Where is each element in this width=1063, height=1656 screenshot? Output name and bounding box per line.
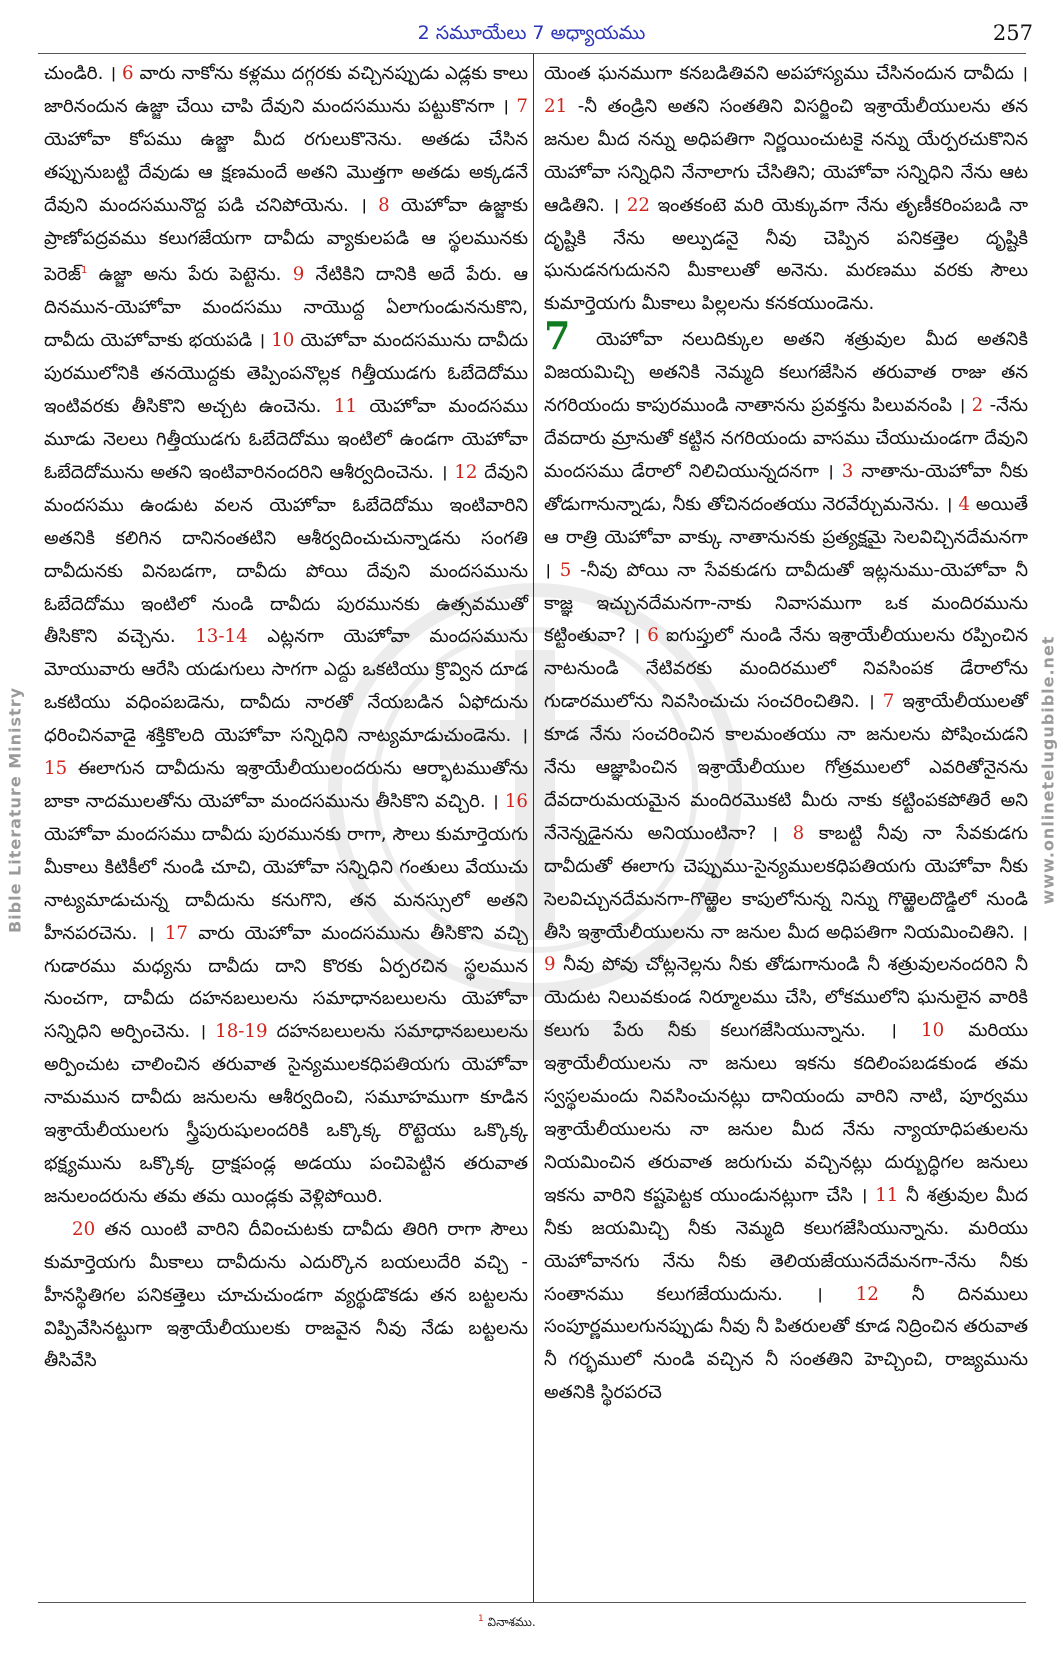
- chapter-number: 7: [544, 313, 571, 359]
- verse-number: 7: [516, 95, 528, 117]
- verse-number: 3: [841, 460, 854, 482]
- verse-number: 12: [855, 1283, 879, 1305]
- verse-text: యెహోవా కోపము ఉజ్జా మీద రగులుకొనెను. అతడు చేసిన తప్పునుబట్టి దేవుడు ఆ క్షణమందే అతని మొత్తగా అతడు అక్కడనే దేవుని మందసమునొద్ద పడి చనిపోయెను. ।: [44, 128, 528, 216]
- verse-text: చుండిరి. ।: [44, 63, 122, 84]
- column-divider: [533, 54, 534, 1602]
- side-text-right: [1035, 635, 1061, 905]
- verse-number: 5: [559, 559, 572, 581]
- left-column: [44, 58, 528, 1378]
- verse-number: 21: [544, 95, 568, 117]
- verse-number: 15: [44, 758, 68, 780]
- verse-number: 12: [454, 461, 478, 483]
- verse-text: దహనబలులను సమాధానబలులను అర్పించుట చాలించిన తరువాత సైన్యములకధిపతియగు యెహోవా నామమున దావీదు జనులను ఆశీర్వదించి, సమూహముగా కూడిన ఇశ్రాయేలీయులగు స్త్రీపురుషులందరికి ఒక్కొక్క రొట్టెయు ఒక్కొక్క భక్ష్యమును ఒక్కొక్క ద్రాక్షపండ్ల అడయు పంచిపెట్టిన తరువాత జనులందరును తమ తమ యిండ్లకు వెళ్లిపోయిరి.: [44, 1021, 529, 1207]
- verse-text: యెహోవా మందసము మూడు నెలలు గిత్తీయుడగు ఓబేదెదోము ఇంటిలో ఉండగా యెహోవా ఓబేదెదోమును అతని ఇంటివారినందరిని ఆశీర్వదించెను. ।: [44, 396, 528, 483]
- paragraph: [44, 1214, 528, 1379]
- verse-number: 11: [875, 1184, 899, 1206]
- verse-text: నీవు పోవు చోట్లనెల్లను నీకు తోడుగానుండి నీ శత్రువులనందరిని నీ యెదుట నిలువకుండ నిర్మూలము చేసి, లోకములోని ఘనులైన వారికి కలుగు పేరు నీకు కలుగజేసియున్నాను. ।: [544, 954, 1028, 1042]
- paragraph: [544, 58, 1028, 321]
- verse-number: 8: [378, 194, 390, 216]
- verse-number: 10: [921, 1020, 945, 1042]
- verse-text: వారు యెహోవా మందసమును తీసికొని వచ్చి గుడారము మధ్యను దావీదు దాని కొరకు ఏర్పరచిన స్థలమున నుంచగా, దావీదు దహనబలులను సమాధానబలులను యెహోవా సన్నిధిని అర్పించెను. ।: [44, 922, 528, 1043]
- verse-number: 8: [792, 822, 805, 844]
- verse-text: యెహోవా మందసమును దావీదు పురములోనికి తనయొద్దకు తెప్పింపనొల్లక గిత్తీయుడగు ఓబేదెదోము ఇంటివరకు తీసికొని అచ్చట ఉంచెను.: [44, 330, 529, 418]
- footnote-marker: 1: [478, 1614, 484, 1624]
- verse-number: 4: [958, 493, 970, 515]
- verse-number: 16: [504, 791, 528, 812]
- verse-text: కాబట్టి నీవు నా సేవకుడగు దావీదుతో ఈలాగు చెప్పుము-సైన్యములకధిపతియగు యెహోవా నీకు సెలవిచ్చునదేమనగా-గొఱ్ఱెల కాపులోనున్న నిన్ను గొఱ్ఱెలదొడ్డిలో నుండి తీసి ఇశ్రాయేలీయులను నా జనుల మీద అధిపతిగా నియమించితిని. ।: [544, 822, 1028, 943]
- verse-text: నీ శత్రువుల మీద నీకు జయమిచ్చి నీకు నెమ్మది కలుగజేసియున్నాను. మరియు యెహోవానగు నేను నీకు తెలియజేయునదేమనగా-నేను నీకు సంతానము కలుగజేయుదును. ।: [544, 1184, 1028, 1305]
- verse-text: ఇంతకంటె మరి యెక్కువగా నేను తృణీకరింపబడి నా దృష్టికి నేను అల్పుడనై నీవు చెప్పిన పనికత్తెల దృష్టికి ఘనుడనగుదునని మీకాలుతో అనెను. మరణము వరకు సౌలు కుమార్తెయగు మీకాలు పిల్లలను కనకయుండెను.: [544, 194, 1028, 315]
- verse-number: 13-14: [195, 626, 248, 648]
- paragraph: [44, 58, 528, 1214]
- footer-rule: [38, 1602, 1026, 1603]
- verse-number: 9: [292, 264, 305, 286]
- verse-text: ఎట్లనగా యెహోవా మందసమును మోయువారు ఆరేసి యడుగులు సాగగా ఎద్దు ఒకటియు క్రొవ్విన దూడ ఒకటియు వధింపబడెను, దావీదు నారతో నేయబడిన ఏఫోదును ధరించినవాడై శక్తికొలది యెహోవా సన్నిధిని నాట్యమాడుచుండెను. ।: [44, 626, 528, 747]
- verse-text: -నీవు పోయి నా సేవకుడగు దావీదుతో ఇట్లనుము-యెహోవా నీ కాజ్ఞ ఇచ్చునదేమనగా-నాకు నివాసముగా ఒక మందిరమును కట్టింతువా? ।: [544, 559, 1028, 647]
- book-chapter-title: 2 సమూయేలు 7 అధ్యాయము: [417, 22, 646, 44]
- footnote-marker: 1: [81, 265, 88, 277]
- ministry-name-label: Bible Literature Ministry: [5, 686, 25, 934]
- verse-text: వారు నాకోను కళ్లము దగ్గరకు వచ్చినప్పుడు ఎడ్లకు కాలు జారినందున ఉజ్జా చేయి చాపి దేవుని మందసమును పట్టుకొనగా ।: [44, 63, 528, 117]
- paragraph: [544, 313, 1029, 1410]
- verse-text: నేటికిని దానికి అదే పేరు. ఆ దినమున-యెహోవా మందసము నాయొద్ద ఏలాగుండుననుకొని, దావీదు యెహోవాకు భయపడి ।: [44, 264, 528, 352]
- verse-number: 20: [72, 1218, 96, 1240]
- website-label: www.onlinetelugubible.net: [1038, 635, 1058, 905]
- verse-text: నీ దినములు సంపూర్ణములగునప్పుడు నీవు నీ పితరులతో కూడ నిద్రించిన తరువాత నీ గర్భములో నుండి వచ్చిన నీ సంతతిని హెచ్చించి, రాజ్యమును అతనికి స్థిరపరచె: [544, 1283, 1028, 1404]
- verse-text: ఇశ్రాయేలీయులతో కూడ నేను సంచరించిన కాలమంతయు నా జనులను పోషించుడని నేను ఆజ్ఞాపించిన ఇశ్రాయేలీయుల గోత్రములలో ఎవరితోనైనను దేవదారుమయమైన మందిరమొకటి మీరు నాకు కట్టింపకపోతిరే అని నేనెన్నడైనను అనియుంటినా? ।: [544, 691, 1029, 844]
- verse-number: 18-19: [215, 1021, 268, 1043]
- page-header: [0, 22, 1063, 52]
- verse-number: 10: [271, 330, 295, 352]
- footnote: [478, 1614, 536, 1632]
- verse-text: నాతాను-యెహోవా నీకు తోడుగానున్నాడు, నీకు తోచినదంతయు నెరవేర్చుమనెను. ।: [544, 460, 1028, 515]
- verse-number: 2: [971, 395, 984, 417]
- verse-text: యెహోవా మందసము దావీదు పురమునకు రాగా, సౌలు కుమార్తెయగు మీకాలు కిటికీలో నుండి చూచి, యెహోవా సన్నిధిని గంతులు వేయుచు నాట్యమాడుచున్న దావీదును కనుగొని, తన మనస్సులో అతని హీనపరచెను. ।: [44, 823, 528, 944]
- verse-text: -నీ తండ్రిని అతని సంతతిని విసర్జించి ఇశ్రాయేలీయులను తన జనుల మీద నన్ను అధిపతిగా నిర్ణయించుటకై నన్ను యేర్పరచుకొనిన యెహోవా సన్నిధిని నేనాలాగు చేసితిని; యెహోవా సన్నిధిని నేను ఆట ఆడితిని. ।: [544, 95, 1028, 216]
- footnote-text: వినాశము.: [483, 1615, 536, 1629]
- verse-number: 11: [333, 396, 358, 418]
- verse-number: 22: [626, 194, 650, 216]
- header-rule: [38, 53, 1026, 54]
- verse-number: 6: [122, 63, 134, 84]
- verse-number: 7: [882, 691, 895, 713]
- verse-text: -నేను దేవదారు మ్రానుతో కట్టిన నగరియందు వాసము చేయుచుండగా దేవుని మందసము డేరాలో నిలిచియున్నదనగా ।: [544, 395, 1028, 482]
- verse-text: ఐగుప్తులో నుండి నేను ఇశ్రాయేలీయులను రప్పించిన నాటనుండి నేటివరకు మందిరములో నివసింపక డేరాలోను గుడారములోను నివసించుచు సంచరించితిని. ।: [544, 625, 1028, 713]
- verse-text: అయితే ఆ రాత్రి యెహోవా వాక్కు నాతానునకు ప్రత్యక్షమై సెలవిచ్చినదేమనగా ।: [544, 493, 1028, 581]
- verse-text: యెహోవా నలుదిక్కుల అతని శత్రువుల మీద అతనికి విజయమిచ్చి అతనికి నెమ్మది కలుగజేసిన తరువాత రాజు తన నగరియందు కాపురముండి నాతానను ప్రవక్తను పిలువనంపి ।: [544, 329, 1028, 417]
- verse-number: 17: [164, 922, 188, 944]
- right-column: [544, 58, 1028, 1410]
- page-number: 257: [992, 21, 1033, 45]
- verse-text: మరియు ఇశ్రాయేలీయులను నా జనులు ఇకను కదిలింపబడకుండ తమ స్వస్థలమందు నివసించునట్లు దానియందు వారిని నాటి, పూర్వము ఇశ్రాయేలీయులను నా జనుల మీద నేను న్యాయాధిపతులను నియమించిన తరువాత జరుగుచు వచ్చినట్లు దుర్బుద్ధిగల జనులు ఇకను వారిని కష్టపెట్టక యుండునట్లుగా చేసి ।: [544, 1020, 1028, 1206]
- side-text-left: [2, 680, 28, 940]
- verse-number: 9: [544, 954, 556, 976]
- verse-text: యెంత ఘనముగా కనబడితివని అపహాస్యము చేసినందున దావీదు ।: [544, 63, 1028, 84]
- verse-text: ఉజ్జా అను పేరు పెట్టెను.: [87, 264, 293, 286]
- verse-text: దేవుని మందసము ఉండుట వలన యెహోవా ఓబేదెదోము ఇంటివారిని అతనికి కలిగిన దానినంతటిని ఆశీర్వదించుచున్నాడను సంగతి దావీదునకు వినబడగా, దావీదు పోయి దేవుని మందసమును ఓబేదెదోము ఇంటిలో నుండి దావీదు పురమునకు ఉత్సవముతో తీసికొని వచ్చెను.: [44, 461, 528, 648]
- verse-number: 6: [647, 625, 659, 647]
- verse-text: తన యింటి వారిని దీవించుటకు దావీదు తిరిగి రాగా సౌలు కుమార్తెయగు మీకాలు దావీదును ఎదుర్కొన బయలుదేరి వచ్చి - హీనస్థితిగల పనికత్తెలు చూచుచుండగా వ్యర్థుడొకడు తన బట్టలను విప్పివేసినట్టుగా ఇశ్రాయేలీయులకు రాజవైన నీవు నేడు బట్టలను తీసివేసి: [44, 1218, 528, 1372]
- verse-text: యెహోవా ఉజ్జాకు ప్రాణోపద్రవము కలుగజేయగా దావీదు వ్యాకులపడి ఆ స్థలమునకు పెరెజ్: [44, 194, 528, 286]
- verse-text: ఈలాగున దావీదును ఇశ్రాయేలీయులందరును ఆర్భాటముతోను బాకా నాదములతోను యెహోవా మందసమును తీసికొని వచ్చిరి. ।: [44, 758, 528, 812]
